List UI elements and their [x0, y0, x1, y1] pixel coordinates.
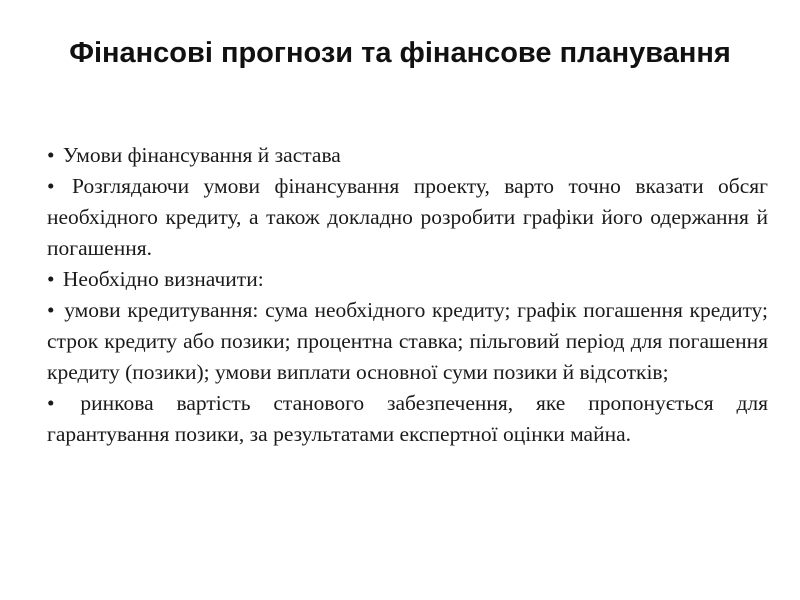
bullet-paragraph	[47, 295, 768, 388]
bullet-paragraph	[47, 171, 768, 264]
paragraph-text: умови кредитування: сума необхідного кредиту; графік погашення кредиту; строк кредиту або позики; процентна ставка; пільговий період для погашення кредиту (позики); умови виплати основної суми позики й відсотків;	[47, 298, 768, 384]
bullet-icon: •	[47, 391, 55, 415]
bullet-icon: •	[47, 298, 55, 322]
paragraph-text: Розглядаючи умови фінансування проекту, варто точно вказати обсяг необхідного кредиту, а також докладно розробити графіки його одержання й погашення.	[47, 174, 768, 260]
bullet-icon: •	[47, 143, 55, 167]
bullet-paragraph	[47, 140, 768, 171]
slide-body	[47, 140, 768, 450]
bullet-icon: •	[47, 174, 55, 198]
bullet-paragraph	[47, 388, 768, 450]
paragraph-text: ринкова вартість станового забезпечення, яке пропонується для гарантування позики, за результатами експертної оцінки майна.	[47, 391, 768, 446]
slide-title: Фінансові прогнози та фінансове планування	[69, 37, 731, 69]
bullet-paragraph	[47, 264, 768, 295]
paragraph-text: Необхідно визначити:	[62, 267, 264, 291]
paragraph-text: Умови фінансування й застава	[62, 143, 341, 167]
bullet-icon: •	[47, 267, 55, 291]
